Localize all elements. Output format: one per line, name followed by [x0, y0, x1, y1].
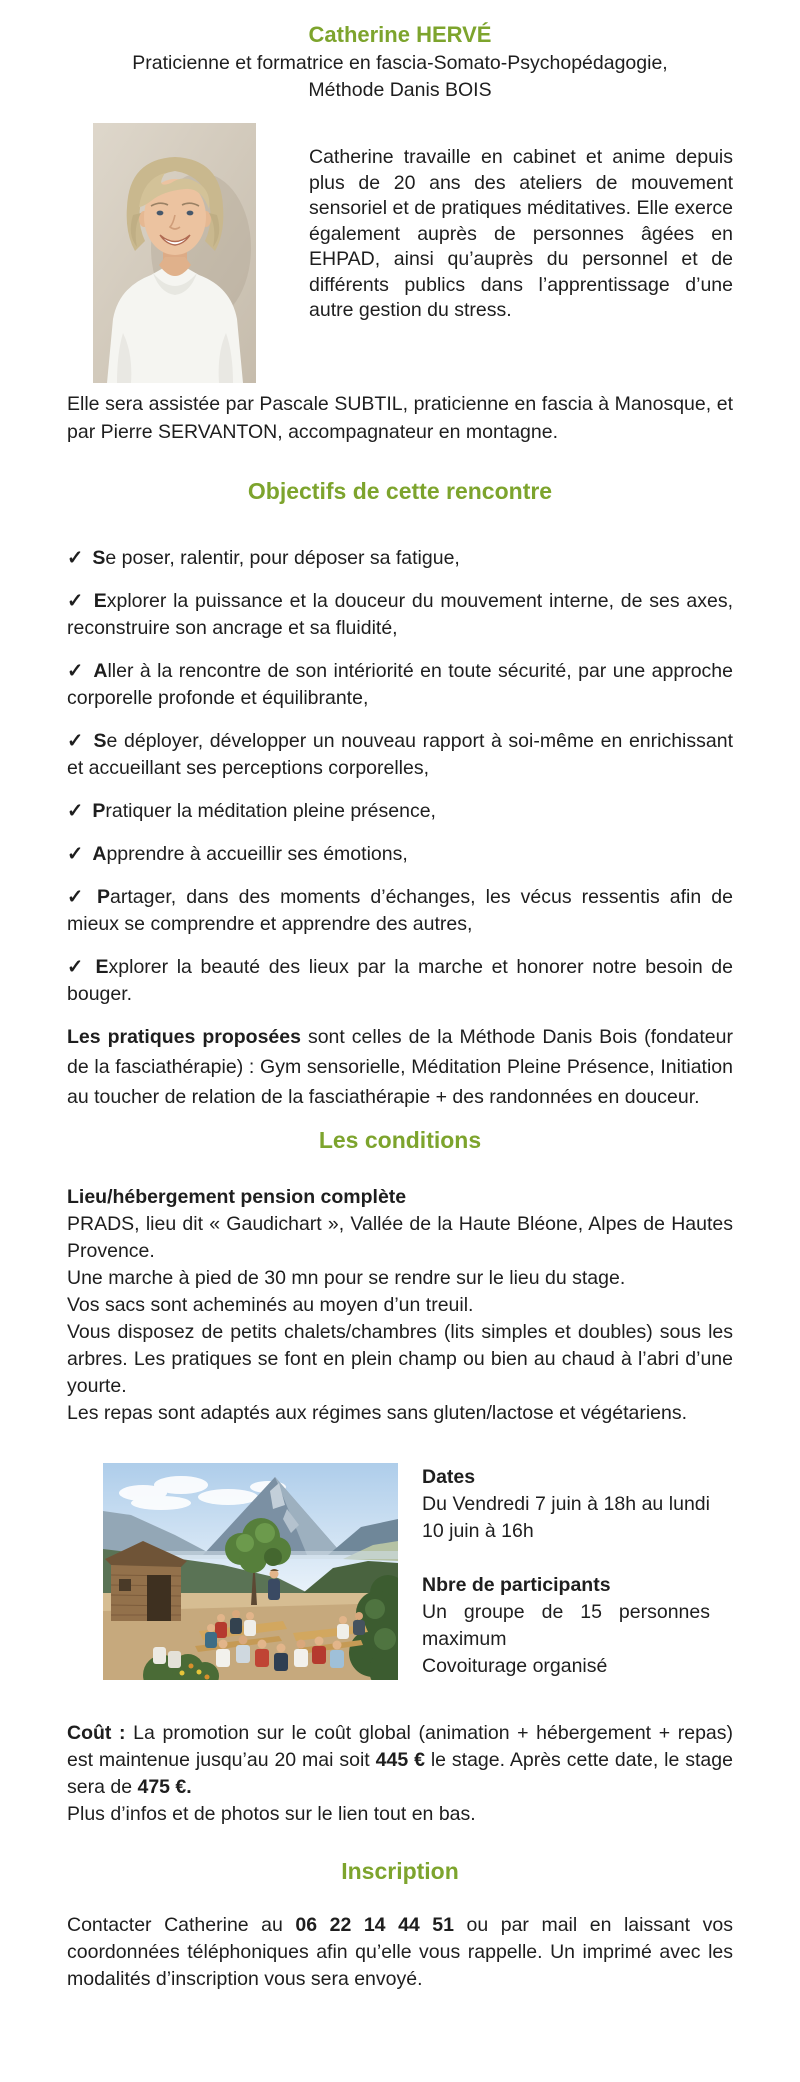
- practices-lead: Les pratiques proposées: [67, 1026, 301, 1048]
- check-icon: ✓: [67, 800, 84, 822]
- assistants-paragraph: Elle sera assistée par Pascale SUBTIL, praticienne en fascia à Manosque, et par Pierre SERVANTON, accompagnateur en montagne.: [67, 393, 733, 443]
- location-title: Lieu/hébergement pension complète: [67, 1186, 407, 1208]
- condition-line: PRADS, lieu dit « Gaudichart », Vallée de la Haute Bléone, Alpes de Hautes Provence.: [67, 1213, 733, 1262]
- carpool-text: Covoiturage organisé: [422, 1655, 608, 1677]
- check-icon: ✓: [67, 843, 84, 865]
- cost-paragraph: Coût : La promotion sur le coût global (animation + hébergement + repas) est maintenue jusqu’au 20 mai soit 445 € le stage. Après cette date, le stage sera de 475 €.: [67, 1722, 734, 1798]
- check-icon: ✓: [67, 590, 85, 612]
- portrait-photo: [93, 123, 256, 383]
- practices-paragraph: Les pratiques proposées sont celles de la Méthode Danis Bois (fondateur de la fasciathérapie) : Gym sensorielle, Méditation Pleine Présence, Initiation au toucher de relation de la fasciathérapie + des randonnées en douceur.: [67, 1026, 733, 1108]
- objective-item: ✓ Explorer la puissance et la douceur du mouvement interne, de ses axes, reconstruire son ancrage et sa fluidité,: [67, 590, 733, 639]
- objectives-heading: Objectifs de cette rencontre: [247, 478, 553, 504]
- conditions-heading: Les conditions: [318, 1127, 482, 1153]
- phone-number: 06 22 14 44 51: [295, 1914, 454, 1936]
- condition-line: Vous disposez de petits chalets/chambres (lits simples et doubles) sous les arbres. Les pratiques se font en plein champ ou bien au chaud à l’abri d’une yourte.: [67, 1321, 733, 1397]
- check-icon: ✓: [67, 547, 84, 569]
- check-icon: ✓: [67, 886, 89, 908]
- more-info-line: Plus d’infos et de photos sur le lien tout en bas.: [67, 1803, 476, 1825]
- dates-title: Dates: [422, 1466, 476, 1488]
- participants-text: Un groupe de 15 personnes maximum: [422, 1601, 710, 1650]
- cost-label: Coût :: [67, 1722, 126, 1744]
- condition-line: Les repas sont adaptés aux régimes sans gluten/lactose et végétariens.: [67, 1402, 688, 1424]
- objective-item: ✓ Apprendre à accueillir ses émotions,: [67, 843, 408, 865]
- page-title: Catherine HERVÉ: [308, 22, 492, 47]
- registration-heading: Inscription: [341, 1858, 459, 1884]
- objective-item: ✓ Partager, dans des moments d’échanges, les vécus ressentis afin de mieux se comprendre et apprendre des autres,: [67, 886, 733, 935]
- contact-paragraph: Contacter Catherine au 06 22 14 44 51 ou par mail en laissant vos coordonnées téléphoniques afin qu’elle vous rappelle. Un imprimé avec les modalités d’inscription vous sera envoyé.: [67, 1914, 733, 1990]
- check-icon: ✓: [67, 730, 85, 752]
- check-icon: ✓: [67, 660, 85, 682]
- bio-paragraph: Catherine travaille en cabinet et anime depuis plus de 20 ans des ateliers de mouvement sensoriel et de pratiques méditatives. Elle exerce également auprès de personnes âgées en EHPAD, ainsi qu’auprès du personnel et de différents publics dans l’apprentissage d’une autre gestion du stress.: [309, 146, 733, 321]
- objective-item: ✓ Aller à la rencontre de son intériorité en toute sécurité, par une approche corporelle profonde et équilibrante,: [67, 660, 733, 709]
- profile-section: [67, 123, 733, 383]
- condition-line: Vos sacs sont acheminés au moyen d’un treuil.: [67, 1294, 474, 1316]
- retreat-section: [67, 1463, 733, 1680]
- cost-price-late: 475 €.: [137, 1776, 192, 1798]
- objective-item: ✓ Se déployer, développer un nouveau rapport à soi-même en enrichissant et accueillant ses perceptions corporelles,: [67, 730, 733, 779]
- dates-column: [422, 1463, 710, 1680]
- retreat-photo: [103, 1463, 398, 1680]
- objective-item: ✓ Pratiquer la méditation pleine présence,: [67, 800, 436, 822]
- subtitle-line-2: Méthode Danis BOIS: [308, 79, 492, 101]
- dates-text: Du Vendredi 7 juin à 18h au lundi 10 juin à 16h: [422, 1493, 710, 1542]
- objective-item: ✓ Explorer la beauté des lieux par la marche et honorer notre besoin de bouger.: [67, 956, 733, 1005]
- subtitle-line-1: Praticienne et formatrice en fascia-Somato-Psychopédagogie,: [132, 52, 668, 74]
- participants-title: Nbre de participants: [422, 1574, 611, 1596]
- objective-item: ✓ Se poser, ralentir, pour déposer sa fatigue,: [67, 547, 460, 569]
- condition-line: Une marche à pied de 30 mn pour se rendre sur le lieu du stage.: [67, 1267, 626, 1289]
- objectives-list: [67, 545, 733, 1008]
- cost-price-early: 445 €: [375, 1749, 425, 1771]
- check-icon: ✓: [67, 956, 87, 978]
